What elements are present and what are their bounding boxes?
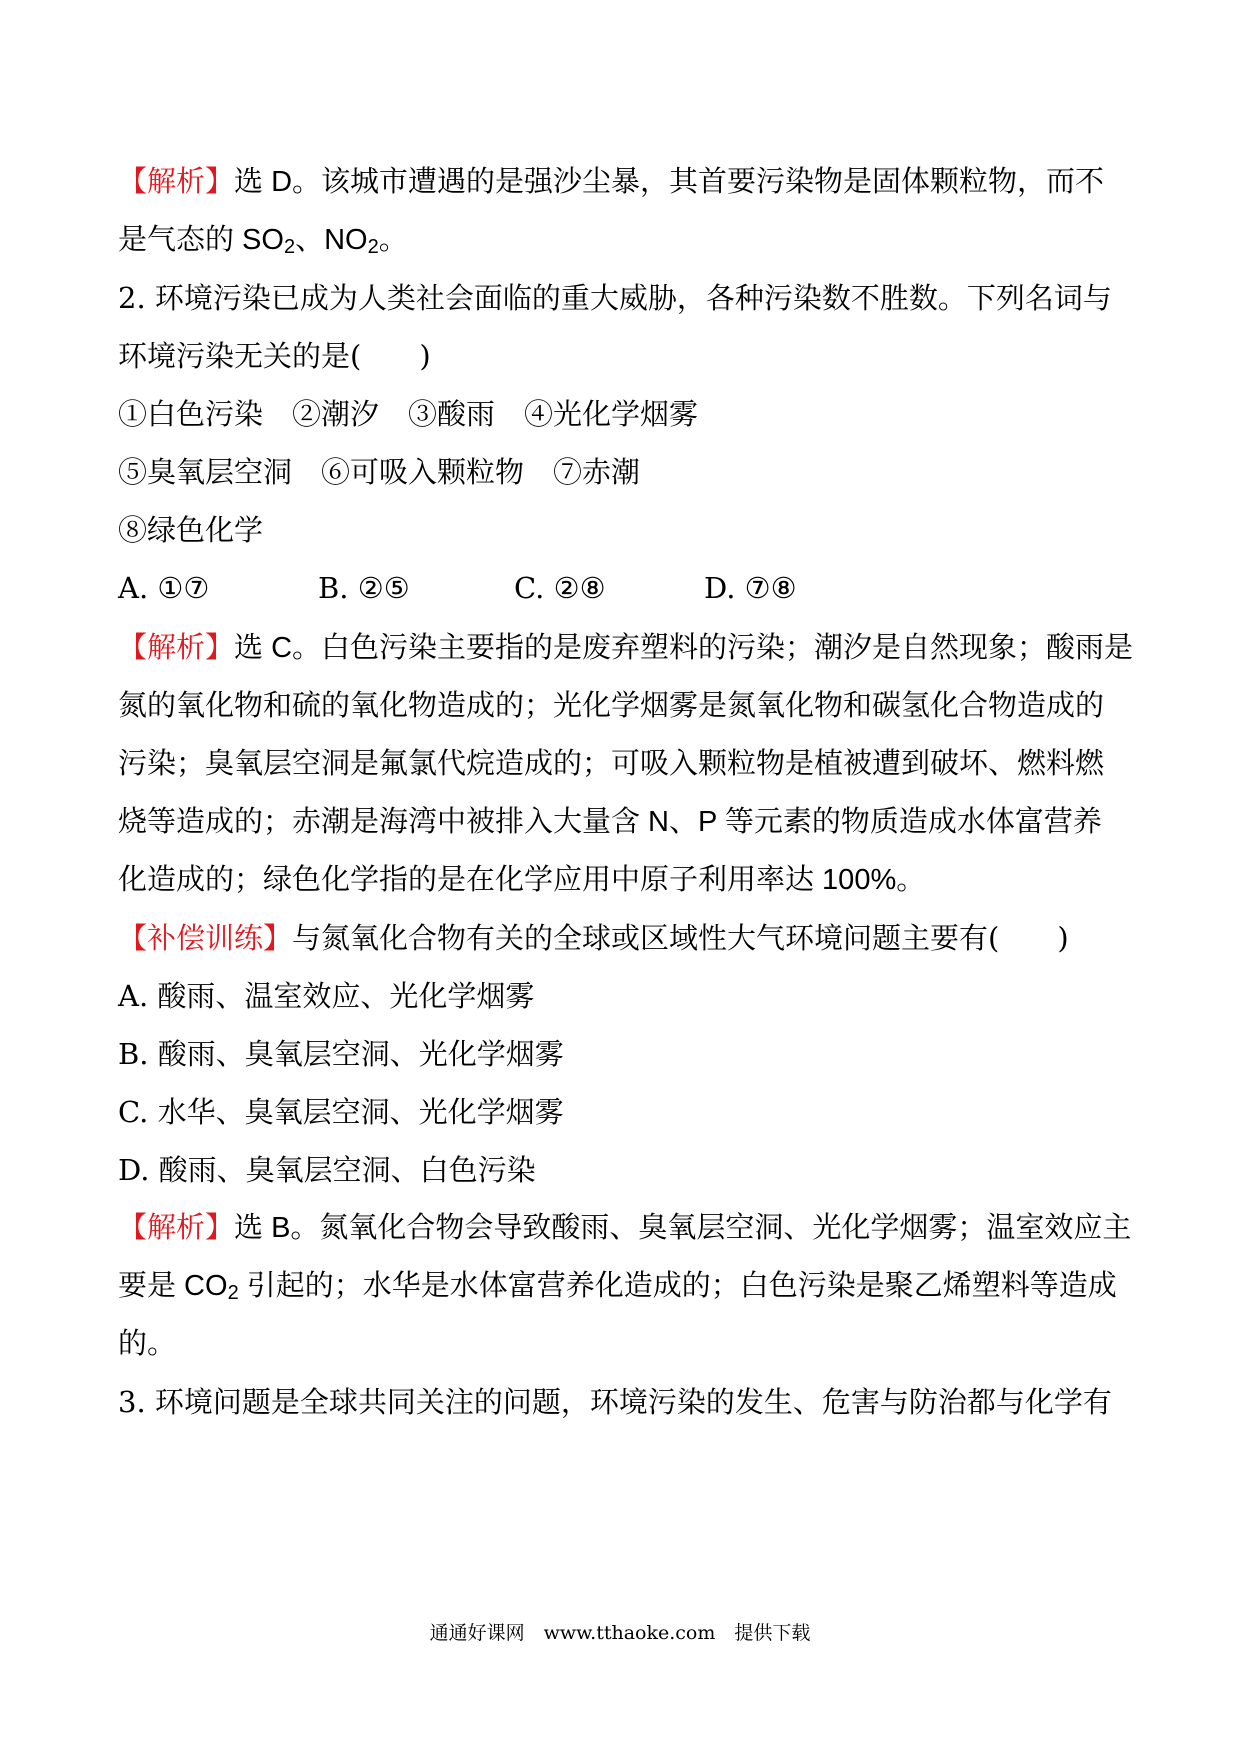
supplement-analysis-line-1: 【解析】选 B。氮氧化合物会导致酸雨、臭氧层空洞、光化学烟雾；温室效应主 xyxy=(118,1212,1132,1244)
supplement-option-b: B. 酸雨、臭氧层空洞、光化学烟雾 xyxy=(118,1037,564,1071)
q2-stem-line-2: 环境污染无关的是( ) xyxy=(118,339,431,373)
supplement-question: 【补偿训练】与氮氧化合物有关的全球或区域性大气环境问题主要有( ) xyxy=(118,921,1069,955)
analysis-tag: 【解析】 xyxy=(118,166,235,198)
q2-analysis-line-3: 污染；臭氧层空洞是氟氯代烷造成的；可吸入颗粒物是植被遭到破坏、燃料燃 xyxy=(118,748,1105,780)
q2-analysis-line-1: 【解析】选 C。白色污染主要指的是废弃塑料的污染；潮汐是自然现象；酸雨是 xyxy=(118,632,1134,664)
analysis-tag: 【解析】 xyxy=(118,632,235,664)
supplement-option-a: A. 酸雨、温室效应、光化学烟雾 xyxy=(118,979,535,1013)
q1-analysis-line-1: 【解析】选 D。该城市遭遇的是强沙尘暴，其首要污染物是固体颗粒物，而不 xyxy=(118,166,1105,198)
q2-analysis-line-5: 化造成的；绿色化学指的是在化学应用中原子利用率达 100%。 xyxy=(118,864,926,896)
supplement-option-d: D. 酸雨、臭氧层空洞、白色污染 xyxy=(118,1153,536,1187)
q3-stem-line-1: 3. 环境问题是全球共同关注的问题，环境污染的发生、危害与防治都与化学有 xyxy=(118,1385,1112,1419)
q2-option-c: C. ②⑧ xyxy=(514,571,606,605)
q2-option-d: D. ⑦⑧ xyxy=(704,571,797,605)
supplement-tag: 【补偿训练】 xyxy=(118,921,293,955)
q1-analysis-line-2: 是气态的 $SO_2$、$NO_2$。 xyxy=(118,224,408,258)
q2-items-line-1: ①白色污染 ②潮汐 ③酸雨 ④光化学烟雾 xyxy=(118,397,699,431)
supplement-option-c: C. 水华、臭氧层空洞、光化学烟雾 xyxy=(118,1095,564,1129)
q2-items-line-2: ⑤臭氧层空洞 ⑥可吸入颗粒物 ⑦赤潮 xyxy=(118,455,641,489)
q2-option-b: B. ②⑤ xyxy=(318,571,410,605)
q2-items-line-3: ⑧绿色化学 xyxy=(118,513,264,547)
supplement-analysis-line-3: 的。 xyxy=(118,1328,177,1360)
analysis-tag: 【解析】 xyxy=(118,1212,235,1244)
q2-option-a: A. ①⑦ xyxy=(118,571,210,605)
q2-options xyxy=(118,568,1118,608)
page-footer: 通通好课网 www.tthaoke.com 提供下载 xyxy=(429,1622,811,1644)
supplement-analysis-line-2: 要是 $CO_2$ 引起的；水华是水体富营养化造成的；白色污染是聚乙烯塑料等造成 xyxy=(118,1270,1117,1304)
q2-stem-line-1: 2. 环境污染已成为人类社会面临的重大威胁，各种污染数不胜数。下列名词与 xyxy=(118,281,1112,315)
q2-analysis-line-2: 氮的氧化物和硫的氧化物造成的；光化学烟雾是氮氧化物和碳氢化合物造成的 xyxy=(118,690,1105,722)
q2-analysis-line-4: 烧等造成的；赤潮是海湾中被排入大量含 N、P 等元素的物质造成水体富营养 xyxy=(118,806,1102,838)
